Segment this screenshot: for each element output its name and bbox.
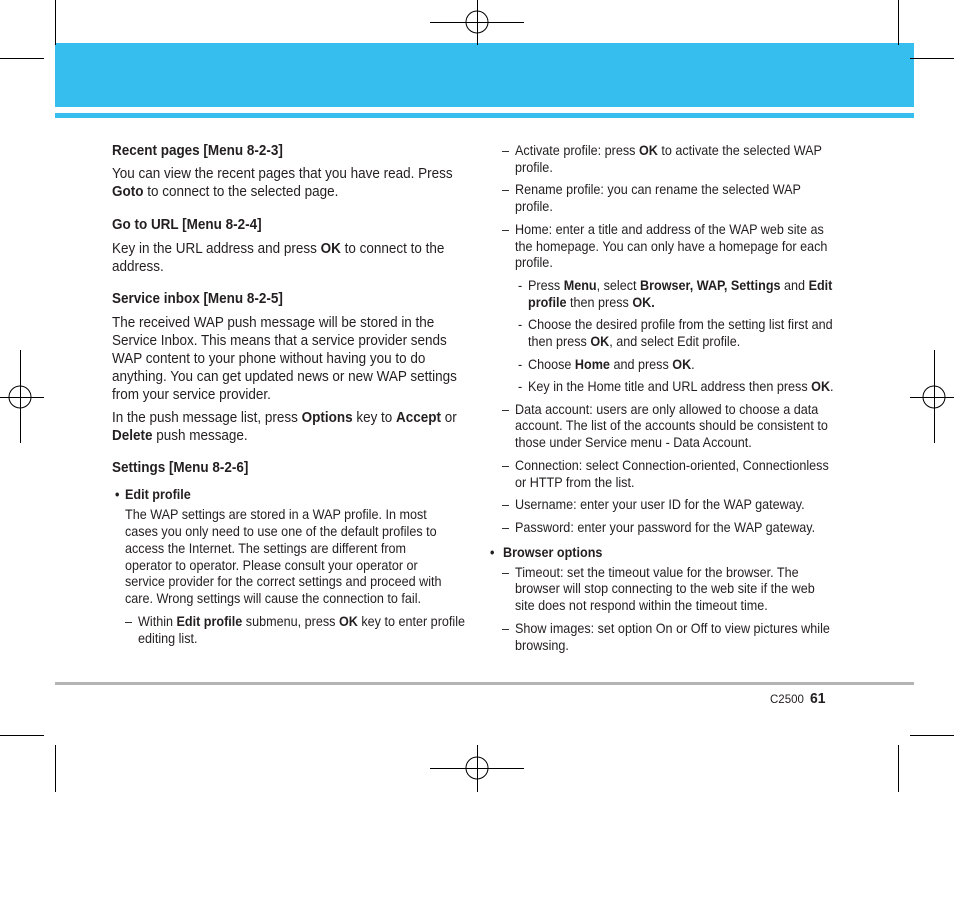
list-item-line: Rename profile: you can rename the selected WAP [515, 182, 801, 197]
bold-term: Goto [112, 184, 144, 200]
service-inbox-heading: Service inbox [Menu 8-2-5] [112, 291, 283, 307]
bold-term: OK [672, 357, 692, 372]
body-line: The received WAP push message will be stored in the [112, 315, 435, 331]
text-run: and [780, 278, 809, 293]
step-marker: - [518, 357, 523, 372]
bold-term: Browser, WAP, Settings [640, 278, 781, 293]
list-item-line: profile. [515, 199, 553, 214]
text-run: to connect to the selected page. [143, 184, 339, 200]
dash-marker: – [125, 614, 133, 629]
bold-term: OK [638, 143, 658, 158]
text-run: or [441, 410, 457, 426]
list-item-line: Data account: users are only allowed to choose a data [515, 402, 819, 417]
go-to-url-heading: Go to URL [Menu 8-2-4] [112, 217, 262, 233]
text-run: . [830, 379, 834, 394]
footer-rule [55, 682, 914, 685]
text-run: In the push message list, press [112, 410, 302, 426]
bold-term: Options [301, 410, 353, 426]
dash-marker: – [502, 565, 510, 580]
text-run: Press [528, 278, 564, 293]
list-item-line: Password: enter your password for the WAP gateway. [515, 520, 816, 535]
list-item-line: Timeout: set the timeout value for the browser. The [515, 565, 799, 580]
bold-term: Home [574, 357, 610, 372]
list-item-line: the homepage. You can only have a homepage for each [515, 239, 828, 254]
text-run: , select [596, 278, 641, 293]
bold-term: OK [320, 241, 341, 257]
text-run: , and select Edit profile. [609, 334, 741, 349]
step-line: Choose the desired profile from the setting list first and [528, 317, 833, 332]
text-run: then press [566, 295, 633, 310]
recent-pages-heading: Recent pages [Menu 8-2-3] [112, 143, 283, 159]
body-line [112, 183, 338, 201]
text-run: submenu, press [242, 614, 339, 629]
list-item-line [515, 142, 822, 159]
page-number: 61 [810, 690, 826, 707]
body-line: care. Wrong settings will cause the connection to fail. [125, 591, 422, 606]
bullet-marker: • [490, 545, 495, 560]
text-run: and press [609, 357, 673, 372]
text-run: . [691, 357, 695, 372]
bold-term: Edit profile [176, 614, 243, 629]
body-line: anything. You can get updated news or new WAP settings [112, 369, 457, 385]
bold-term: Delete [112, 428, 153, 444]
list-item-line [138, 613, 465, 630]
edit-profile-subheading: Edit profile [125, 487, 191, 502]
step-line [528, 294, 655, 311]
text-run: to connect to the [340, 241, 445, 257]
bold-term: profile [528, 295, 567, 310]
dash-marker: – [502, 222, 510, 237]
step-marker: - [518, 317, 523, 332]
body-line: The WAP settings are stored in a WAP profile. In most [125, 507, 427, 522]
bold-term: Accept [396, 410, 442, 426]
text-run: key to [352, 410, 397, 426]
list-item-line: account. The list of the accounts should be consistent to [515, 418, 828, 433]
settings-heading: Settings [Menu 8-2-6] [112, 460, 249, 476]
list-item-line: profile. [515, 255, 553, 270]
list-item-line: Username: enter your user ID for the WAP gateway. [515, 497, 805, 512]
bold-term: Edit [808, 278, 833, 293]
text-run: Choose [528, 357, 575, 372]
list-item-line: those under Service menu - Data Account. [515, 435, 752, 450]
text-run: Within [138, 614, 177, 629]
bold-term: Menu [563, 278, 597, 293]
body-line: You can view the recent pages that you have read. Press [112, 166, 453, 182]
body-line [112, 240, 444, 258]
body-line [112, 427, 248, 445]
dash-marker: – [502, 520, 510, 535]
body-line: WAP content to your phone without having you to do [112, 351, 426, 367]
dash-marker: – [502, 402, 510, 417]
body-line: cases you only need to use one of the default profiles to [125, 524, 437, 539]
list-item-line: editing list. [138, 631, 198, 646]
body-line: service provider for the correct settings and proceed with [125, 574, 442, 589]
step-line [528, 378, 834, 395]
text-run: Activate profile: press [515, 143, 639, 158]
text-run: push message. [152, 428, 248, 444]
bold-term: OK [811, 379, 831, 394]
body-line: operator to operator. Please consult your operator or [125, 558, 418, 573]
body-line: Service Inbox. This means that a service provider sends [112, 333, 447, 349]
step-line [528, 333, 740, 350]
browser-options-subheading: Browser options [503, 545, 603, 560]
list-item-line: Connection: select Connection-oriented, Connectionless [515, 458, 829, 473]
text-run: Key in the URL address and press [112, 241, 321, 257]
list-item-line: browser will stop connecting to the web site if the web [515, 581, 815, 596]
step-marker: - [518, 379, 523, 394]
list-item-line: site does not respond within the timeout time. [515, 598, 768, 613]
list-item-line: Home: enter a title and address of the WAP web site as [515, 222, 824, 237]
bold-term: OK [590, 334, 610, 349]
text-run: Key in the Home title and URL address then press [528, 379, 812, 394]
body-line [112, 409, 457, 427]
dash-marker: – [502, 497, 510, 512]
step-line [528, 356, 695, 373]
list-item-line: or HTTP from the list. [515, 475, 635, 490]
dash-marker: – [502, 182, 510, 197]
text-run: then press [528, 334, 591, 349]
dash-marker: – [502, 143, 510, 158]
bold-term: OK [338, 614, 358, 629]
step-line [528, 277, 832, 294]
list-item-line: Show images: set option On or Off to view pictures while [515, 621, 830, 636]
footer-model-name: C2500 [770, 694, 804, 706]
bullet-marker: • [115, 487, 120, 502]
text-run: to activate the selected WAP [657, 143, 822, 158]
bold-term: OK. [632, 295, 655, 310]
list-item-line: browsing. [515, 638, 569, 653]
step-marker: - [518, 278, 523, 293]
text-run: key to enter profile [357, 614, 466, 629]
dash-marker: – [502, 458, 510, 473]
body-line: address. [112, 259, 164, 275]
body-line: access the Internet. The settings are different from [125, 541, 407, 556]
dash-marker: – [502, 621, 510, 636]
list-item-line: profile. [515, 160, 553, 175]
body-line: from your service provider. [112, 387, 271, 403]
